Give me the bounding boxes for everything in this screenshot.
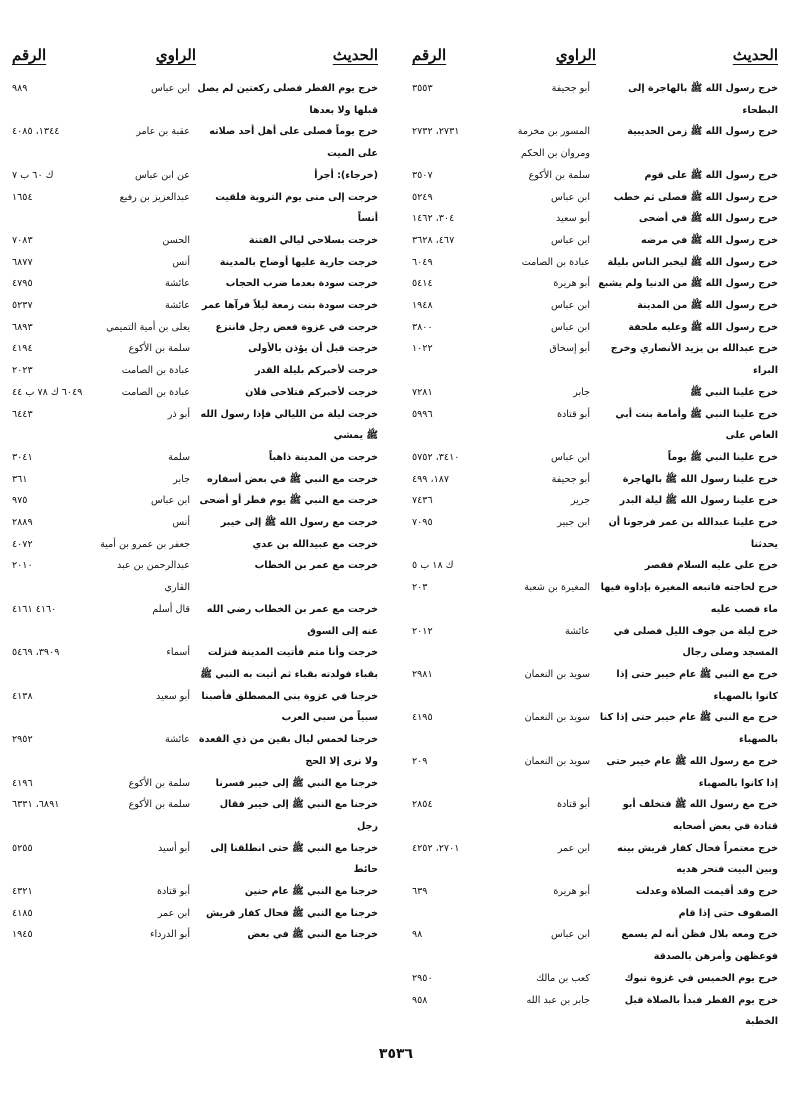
narrator-name: سلمة بن الأكوع bbox=[128, 799, 190, 811]
narrator-name: ابن عمر bbox=[557, 842, 590, 854]
narrator-name: أبو قتادة bbox=[556, 799, 590, 811]
narrator-name: عبدالرحمن بن عبد القاري bbox=[116, 560, 190, 594]
hadith-text: خرج رسول الله ﷺ من الدنيا ولم يشبع bbox=[598, 278, 778, 290]
narrator-name: سلمة بن الأكوع bbox=[128, 777, 190, 789]
hadith-text: خرجت بسلاحي ليالي الفتنة bbox=[248, 234, 378, 246]
index-entry bbox=[12, 273, 378, 295]
index-entry bbox=[12, 469, 378, 491]
index-entry bbox=[12, 794, 378, 837]
hadith-text: خرجت مع النبي ﷺ يوم فطر أو أضحى bbox=[199, 495, 378, 507]
reference-number: ٣٥٥٣ bbox=[412, 83, 433, 94]
narrator-name: سلمة بن الأكوع bbox=[528, 169, 590, 181]
hadith-text: خرج يوم الخميس في غزوة تبوك bbox=[624, 972, 778, 984]
index-entry bbox=[12, 903, 378, 925]
hadith-text: خرجنا مع النبي ﷺ إلى خيبر فسرنا bbox=[215, 777, 378, 789]
hadith-text: خرج يوم الفطر فصلى ركعتين لم يصل قبلها ولا بعدها bbox=[197, 83, 378, 116]
index-entry bbox=[412, 664, 778, 707]
reference-number: ٣٠٤١ bbox=[12, 451, 33, 463]
index-entry bbox=[12, 729, 378, 772]
hadith-text: خرجت جارية عليها أوضاح بالمدينة bbox=[219, 256, 378, 268]
index-entry bbox=[12, 295, 378, 317]
reference-number: ٥٢٥٥ bbox=[12, 842, 33, 854]
narrator-name: ابن جبير bbox=[557, 517, 590, 529]
hadith-text: خرجنا مع النبي ﷺ إلى خيبر فقال رجل bbox=[219, 799, 378, 832]
narrator-name: ابن عباس bbox=[551, 451, 590, 463]
index-entry bbox=[12, 317, 378, 339]
hadith-text: خرجت لأخبركم بليلة القدر bbox=[254, 365, 378, 377]
reference-number: ٤١٨٥ bbox=[12, 907, 33, 919]
reference-number: ١٨٧، ٤٩٩ bbox=[412, 473, 450, 485]
reference-number: ٢٠١٠ bbox=[12, 560, 33, 572]
reference-number: ١٩٤٨ bbox=[412, 300, 433, 312]
index-entry bbox=[412, 273, 778, 295]
reference-number: ٤٧٩٥ bbox=[12, 278, 33, 290]
index-entry bbox=[412, 469, 778, 491]
narrator-name: عبادة بن الصامت bbox=[521, 256, 590, 268]
reference-number: ٥٩٩٦ bbox=[412, 408, 433, 420]
reference-number: ١٩٤٥ bbox=[12, 929, 33, 941]
reference-number: ١٠٢٢ bbox=[412, 343, 433, 355]
index-entry bbox=[12, 78, 378, 121]
index-entry bbox=[412, 447, 778, 469]
narrator-name: ابن عباس bbox=[551, 321, 590, 333]
narrator-name: أبو جحيفة bbox=[551, 473, 590, 485]
index-entry bbox=[412, 621, 778, 664]
index-entry bbox=[12, 404, 378, 447]
hadith-text: خرجت مع عبيدالله بن عدي bbox=[252, 538, 378, 550]
narrator-name: عائشة bbox=[164, 734, 190, 746]
hadith-text: خرج علينا النبي ﷺ يوماً bbox=[667, 451, 778, 463]
index-entry bbox=[12, 881, 378, 903]
reference-number: ٣٩٠٩، ٥٤٦٩ bbox=[12, 647, 60, 659]
index-entry bbox=[412, 121, 778, 164]
index-entry bbox=[412, 252, 778, 274]
reference-number: ٢٠٩ bbox=[412, 755, 428, 767]
reference-number: ٢٩٨١ bbox=[412, 668, 433, 680]
reference-number: ٧٤٣٦ bbox=[412, 495, 433, 507]
index-entry bbox=[12, 838, 378, 881]
narrator-name: عبادة بن الصامت bbox=[121, 386, 190, 398]
right-column-header bbox=[412, 46, 778, 78]
index-entry bbox=[412, 751, 778, 794]
narrator-name: سلمة bbox=[168, 451, 190, 463]
narrator-name: جرير bbox=[570, 495, 590, 507]
reference-number: ٣٠٤، ١٤٦٢ bbox=[412, 213, 455, 225]
narrator-name: عبدالعزيز بن رفيع bbox=[119, 191, 190, 203]
hadith-text: خرج رسول الله ﷺ في أضحى bbox=[638, 213, 778, 225]
hadith-text: خرجنا مع النبي ﷺ حتى انطلقنا إلى حائط bbox=[210, 842, 378, 876]
reference-number: ٦٠٤٩ bbox=[412, 256, 433, 268]
hadith-text: خرج ومعه بلال فظن أنه لم يسمع فوعظهن وأمرهن بالصدقة bbox=[621, 929, 778, 963]
hadith-text: خرج معتمراً فحال كفار قريش بينه وبين البيت فنحر هديه bbox=[617, 842, 778, 876]
hadith-text: خرجت من المدينة ذاهباً bbox=[268, 451, 378, 463]
hadith-text: خرجت مع عمر بن الخطاب رضي الله عنه إلى السوق bbox=[206, 603, 378, 637]
narrator-name: عائشة bbox=[164, 278, 190, 290]
narrator-name: أبو الدرداء bbox=[149, 929, 190, 941]
narrator-heading: الراوي bbox=[155, 46, 196, 64]
reference-number: ٦٠٤٩ ك ٧٨ ب ٤٤ bbox=[12, 386, 83, 398]
reference-number: ٩٨ bbox=[412, 929, 423, 941]
narrator-name: عائشة bbox=[164, 300, 190, 312]
hadith-text: خرج مع النبي ﷺ عام خيبر حتى إذا كانوا بالصهباء bbox=[616, 668, 778, 702]
reference-number: ٢٩٥٠ bbox=[412, 972, 433, 984]
reference-number: ٤١٩٦ bbox=[12, 777, 33, 789]
index-entry bbox=[412, 187, 778, 209]
narrator-name: ابن عباس bbox=[551, 191, 590, 203]
index-entry bbox=[412, 230, 778, 252]
reference-number: ٤٣٢١ bbox=[12, 886, 33, 898]
index-entry bbox=[412, 990, 778, 1033]
right-rows bbox=[412, 78, 778, 1033]
hadith-text: خرج علي عليه السلام فقصر bbox=[644, 560, 778, 572]
reference-number: ٩٧٥ bbox=[12, 495, 28, 507]
left-rows bbox=[12, 78, 378, 946]
reference-number: ٤٠٧٢ bbox=[12, 538, 33, 550]
index-entry bbox=[412, 707, 778, 750]
reference-number: ٢٠٢٣ bbox=[12, 365, 33, 377]
hadith-text: خرج رسول الله ﷺ وعليه ملحفة bbox=[628, 321, 778, 333]
hadith-text: خرجنا في غزوة بني المصطلق فأصبنا سبياً من سبي العرب bbox=[201, 690, 378, 724]
index-entry bbox=[12, 773, 378, 795]
narrator-name: أبو إسحاق bbox=[549, 343, 590, 355]
reference-number: ٣٥٠٧ bbox=[412, 169, 433, 181]
left-column bbox=[12, 46, 378, 946]
hadith-text: خرجت قبل أن يؤذن بالأولى bbox=[248, 343, 378, 355]
hadith-text: خرج علينا عبدالله بن عمر فرجونا أن يحدثنا bbox=[608, 517, 778, 550]
hadith-text: خرج ليلة من جوف الليل فصلى في المسجد وصلى رجال bbox=[613, 625, 778, 659]
narrator-name: أبو قتادة bbox=[556, 408, 590, 420]
index-entry bbox=[12, 599, 378, 642]
hadith-text: خرج مع رسول الله ﷺ فتخلف أبو قتادة في بعض أصحابه bbox=[622, 799, 778, 832]
hadith-text: خرج علينا النبي ﷺ وأمامة بنت أبي العاص على bbox=[615, 408, 778, 442]
index-entry bbox=[412, 78, 778, 121]
reference-number: ٦٨٩٣ bbox=[12, 321, 33, 333]
index-entry bbox=[412, 317, 778, 339]
index-entry bbox=[12, 686, 378, 729]
hadith-text: خرجت مع النبي ﷺ في بعض أسفاره bbox=[206, 473, 378, 485]
hadith-text: خرج رسول الله ﷺ زمن الحديبية bbox=[627, 126, 778, 138]
narrator-name: أبو جحيفة bbox=[551, 83, 590, 94]
narrator-name: سلمة بن الأكوع bbox=[128, 343, 190, 355]
narrator-name: ابن عباس bbox=[151, 495, 190, 507]
page-number: ٣٥٣٦ bbox=[378, 1046, 414, 1062]
hadith-text: خرج رسول الله ﷺ بالهاجرة إلى البطحاء bbox=[628, 83, 778, 116]
narrator-name: أبو ذر bbox=[167, 408, 190, 420]
hadith-text: خرج علينا رسول الله ﷺ بالهاجرة bbox=[622, 473, 778, 485]
hadith-text: خرج لحاجته فاتبعه المغيرة بإداوة فيها ماء فصب عليه bbox=[600, 582, 778, 615]
index-entry bbox=[12, 555, 378, 598]
index-entry bbox=[412, 577, 778, 620]
narrator-name: قال أسلم bbox=[152, 603, 190, 615]
index-entry bbox=[412, 794, 778, 837]
hadith-text: خرج رسول الله ﷺ في مرضه bbox=[641, 234, 778, 246]
reference-number: ٦٨٧٧ bbox=[12, 256, 33, 268]
reference-number: ٩٥٨ bbox=[412, 994, 428, 1006]
index-entry bbox=[412, 338, 778, 381]
hadith-text: خرج رسول الله ﷺ ليخبر الناس بليلة bbox=[607, 256, 778, 268]
hadith-heading: الحديث bbox=[732, 46, 778, 64]
hadith-text: خرجنا مع النبي ﷺ في بعض bbox=[247, 929, 378, 941]
index-entry bbox=[12, 490, 378, 512]
narrator-name: أبو أسيد bbox=[158, 842, 190, 854]
reference-number: ٤٦٧، ٣٦٢٨ bbox=[412, 234, 455, 246]
reference-number: ٩٨٩ bbox=[12, 83, 28, 94]
reference-number: ٤١٦٠ ٤١٦١ bbox=[12, 603, 57, 615]
index-entry bbox=[12, 447, 378, 469]
hadith-text: خرجت سودة بعدما ضرب الحجاب bbox=[225, 278, 378, 290]
reference-number: ٢٨٨٩ bbox=[12, 517, 33, 529]
reference-number: ٥٢٤٩ bbox=[412, 191, 433, 203]
reference-number: ٥٤١٤ bbox=[412, 278, 433, 290]
narrator-name: سويد بن النعمان bbox=[524, 668, 590, 680]
narrator-name: أبو سعيد bbox=[156, 690, 190, 702]
hadith-text: خرج رسول الله ﷺ من المدينة bbox=[637, 300, 778, 312]
index-entry bbox=[412, 838, 778, 881]
hadith-text: خرجت مع رسول الله ﷺ إلى خيبر bbox=[220, 517, 378, 529]
reference-number: ١٦٥٤ bbox=[12, 191, 33, 203]
narrator-name: عبادة بن الصامت bbox=[121, 365, 190, 377]
hadith-text: خرج مع رسول الله ﷺ عام خيبر حتى إذا كانوا بالصهباء bbox=[606, 755, 778, 789]
hadith-text: خرج رسول الله ﷺ فصلى ثم خطب bbox=[613, 191, 778, 203]
reference-number: ٤١٣٨ bbox=[12, 690, 33, 702]
hadith-text: خرجت في غزوة فعض رجل فانتزع bbox=[215, 321, 378, 333]
index-entry bbox=[12, 121, 378, 164]
hadith-text: خرجت سودة بنت زمعة ليلاً فرآها عمر bbox=[202, 300, 378, 312]
index-entry bbox=[12, 642, 378, 685]
narrator-name: جابر bbox=[573, 386, 590, 398]
index-entry bbox=[412, 208, 778, 230]
hadith-text: خرجنا لخمس ليال بقين من ذي القعدة ولا نرى إلا الحج bbox=[198, 734, 378, 767]
index-entry bbox=[412, 404, 778, 447]
narrator-name: جعفر بن عمرو بن أمية bbox=[100, 538, 190, 550]
reference-number: ٧٢٨١ bbox=[412, 386, 433, 398]
index-entry bbox=[412, 382, 778, 404]
index-entry bbox=[12, 534, 378, 556]
index-entry bbox=[12, 924, 378, 946]
narrator-name: ابن عباس bbox=[151, 83, 190, 94]
reference-number: ٢٩٥٢ bbox=[12, 734, 33, 746]
narrator-name: سويد بن النعمان bbox=[524, 755, 590, 767]
narrator-name: المغيرة بن شعبة bbox=[524, 582, 590, 594]
hadith-text: خرج يوماً فصلى على أهل أحد صلاته على الميت bbox=[209, 126, 378, 160]
hadith-text: خرج يوم الفطر فبدأ بالصلاة قبل الخطبة bbox=[624, 994, 778, 1028]
hadith-text: خرجنا مع النبي ﷺ عام حنين bbox=[244, 886, 378, 898]
hadith-text: خرج وقد أقيمت الصلاة وعدلت الصفوف حتى إذا قام bbox=[635, 886, 778, 919]
hadith-text: خرجت ليلة من الليالي فإذا رسول الله ﷺ يمشي bbox=[200, 408, 378, 442]
number-heading: الرقم bbox=[12, 46, 47, 64]
narrator-name: ابن عباس bbox=[551, 929, 590, 941]
hadith-text: خرجنا مع النبي ﷺ فحال كفار قريش bbox=[205, 907, 378, 919]
narrator-name: عائشة bbox=[564, 625, 590, 637]
reference-number: ٧٠٩٥ bbox=[412, 517, 433, 529]
narrator-name: الحسن bbox=[162, 234, 190, 246]
narrator-name: أسماء bbox=[166, 647, 190, 659]
reference-number: ٢٠٣ bbox=[412, 582, 428, 594]
narrator-name: أبو سعيد bbox=[556, 213, 590, 225]
hadith-text: (خرجاء): أجرأ bbox=[314, 169, 378, 181]
narrator-name: أبو هريرة bbox=[553, 278, 590, 290]
index-entry bbox=[12, 187, 378, 230]
narrator-name: سويد بن النعمان bbox=[524, 712, 590, 724]
index-entry bbox=[412, 968, 778, 990]
index-entry bbox=[12, 230, 378, 252]
reference-number: ٢٠١٢ bbox=[412, 625, 433, 637]
index-entry bbox=[412, 165, 778, 187]
narrator-name: ابن عباس bbox=[551, 300, 590, 312]
narrator-name: جابر بن عبد الله bbox=[526, 994, 590, 1006]
narrator-name: أبو قتادة bbox=[156, 886, 190, 898]
reference-number: ٢٧٠١، ٤٢٥٢ bbox=[412, 842, 460, 854]
reference-number: ك ١٨ ب ٥ bbox=[412, 560, 454, 572]
reference-number: ٤١٩٤ bbox=[12, 343, 33, 355]
hadith-heading: الحديث bbox=[332, 46, 378, 64]
reference-number: ٣٨٠٠ bbox=[412, 321, 433, 333]
narrator-name: عن ابن عباس bbox=[134, 169, 190, 181]
reference-number: ١٣٤٤، ٤٠٨٥ bbox=[12, 126, 60, 138]
narrator-name: أبو هريرة bbox=[553, 886, 590, 898]
reference-number: ٦٣٩ bbox=[412, 886, 428, 898]
hadith-text: خرجت مع عمر بن الخطاب bbox=[254, 560, 378, 572]
reference-number: ٥٢٣٧ bbox=[12, 300, 33, 312]
right-column bbox=[412, 46, 778, 1033]
narrator-name: ابن عمر bbox=[157, 907, 190, 919]
left-column-header bbox=[12, 46, 378, 78]
reference-number: ٤١٩٥ bbox=[412, 712, 433, 724]
index-entry bbox=[12, 252, 378, 274]
index-entry bbox=[12, 512, 378, 534]
reference-number: ٦٤٤٣ bbox=[12, 408, 33, 420]
narrator-name: أنس bbox=[172, 517, 190, 529]
index-entry bbox=[412, 924, 778, 967]
index-entry bbox=[12, 338, 378, 360]
reference-number: ٦٨٩١، ٦٣٣١ bbox=[12, 799, 60, 811]
reference-number: ٣٦١ bbox=[12, 473, 28, 485]
index-entry bbox=[12, 165, 378, 187]
number-heading: الرقم bbox=[412, 46, 447, 64]
reference-number: ٢٧٣١، ٢٧٣٢ bbox=[412, 126, 460, 138]
index-entry bbox=[12, 360, 378, 382]
narrator-name: عقبة بن عامر bbox=[136, 126, 190, 138]
hadith-text: خرج علينا النبي ﷺ bbox=[690, 386, 778, 398]
index-entry bbox=[412, 295, 778, 317]
narrator-name: أنس bbox=[172, 256, 190, 268]
index-entry bbox=[412, 490, 778, 512]
index-entry bbox=[12, 382, 378, 404]
reference-number: ٢٨٥٤ bbox=[412, 799, 433, 811]
hadith-text: خرجت لأخبركم فتلاحى فلان bbox=[245, 386, 378, 398]
hadith-text: خرج عبدالله بن يزيد الأنصاري وخرج البراء bbox=[610, 343, 778, 377]
narrator-name: كعب بن مالك bbox=[536, 972, 590, 984]
narrator-heading: الراوي bbox=[555, 46, 596, 64]
index-entry bbox=[412, 512, 778, 555]
reference-number: ٧٠٨٣ bbox=[12, 234, 33, 246]
hadith-text: خرج مع النبي ﷺ عام خيبر حتى إذا كنا بالصهباء bbox=[599, 712, 778, 746]
hadith-text: خرج رسول الله ﷺ على قوم bbox=[644, 169, 778, 181]
index-entry bbox=[412, 555, 778, 577]
hadith-text: خرجت إلى منى يوم التروية فلقيت أنساً bbox=[215, 191, 378, 225]
index-entry bbox=[412, 881, 778, 924]
narrator-name: المسور بن مخرمة ومروان بن الحكم bbox=[517, 126, 590, 160]
hadith-text: خرج علينا رسول الله ﷺ ليلة البدر bbox=[619, 495, 778, 507]
reference-number: ك ٦٠ ب ٧ bbox=[12, 169, 54, 181]
narrator-name: يعلى بن أمية التميمي bbox=[106, 321, 190, 333]
reference-number: ٣٤١٠، ٥٧٥٢ bbox=[412, 451, 460, 463]
narrator-name: ابن عباس bbox=[551, 234, 590, 246]
narrator-name: جابر bbox=[173, 473, 190, 485]
hadith-text: خرجت وأنا متم فأتيت المدينة فنزلت بقباء فولدته بقباء ثم أتيت به النبي ﷺ bbox=[200, 647, 378, 680]
